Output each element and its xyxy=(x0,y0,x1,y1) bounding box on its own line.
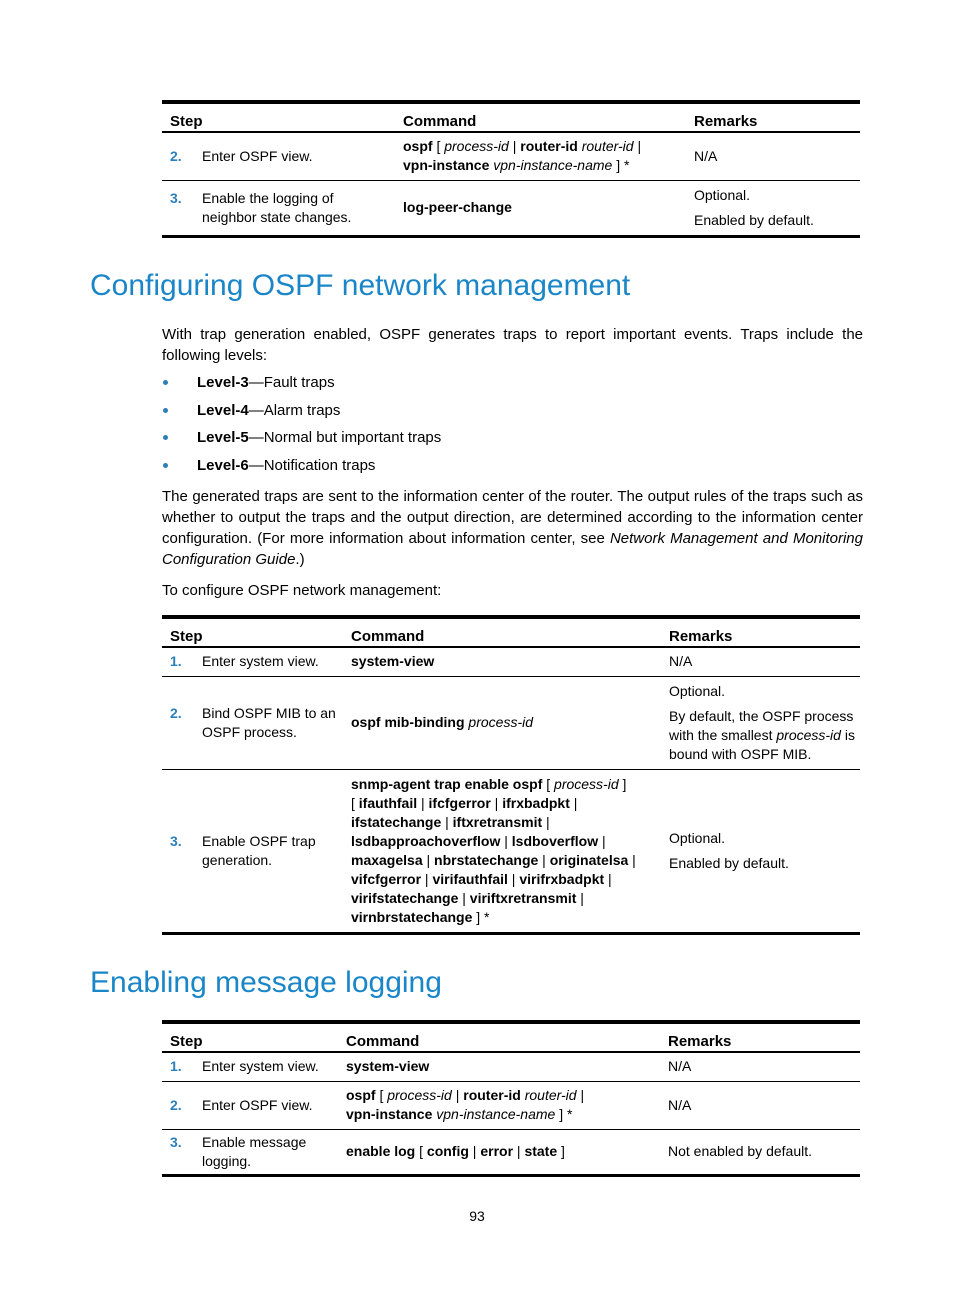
step-text: Bind OSPF MIB to an OSPF process. xyxy=(202,704,336,740)
step-text: Enable message logging. xyxy=(202,1133,307,1169)
bullet-icon xyxy=(163,408,168,413)
syntax-text: | xyxy=(468,1143,481,1159)
syntax-text: ] * xyxy=(612,157,630,174)
step-cell xyxy=(162,132,395,180)
command-cell xyxy=(338,1081,660,1129)
keyword: ifauthfail xyxy=(358,794,418,811)
command-cell xyxy=(338,1129,660,1175)
syntax-text: | xyxy=(628,851,636,868)
syntax-text: | xyxy=(451,1087,464,1103)
remarks-cell xyxy=(661,676,860,769)
syntax-text: [ xyxy=(351,794,359,811)
header-command: Command xyxy=(346,1033,420,1050)
step-cell xyxy=(162,676,343,769)
keyword: system-view xyxy=(351,653,435,670)
remark-line: Not enabled by default. xyxy=(668,1143,812,1159)
table-ospf-view-logging xyxy=(162,100,860,238)
trap-level-list xyxy=(162,369,441,479)
step-cell xyxy=(162,769,343,933)
header-step: Step xyxy=(170,628,203,645)
table-row xyxy=(162,132,860,180)
step-cell xyxy=(162,1081,338,1129)
syntax-text: By default, the OSPF process with the smallest xyxy=(669,707,854,743)
list-item xyxy=(162,369,441,397)
syntax-text: is bound with OSPF MIB. xyxy=(669,726,855,762)
argument: process-id xyxy=(468,714,534,730)
table-ospf-network-management xyxy=(162,615,860,935)
table-header-row xyxy=(162,617,860,647)
remarks-cell xyxy=(661,647,860,676)
syntax-text: | xyxy=(542,813,550,830)
keyword: virifstatechange xyxy=(351,889,459,906)
bullet-icon xyxy=(163,435,168,440)
section-title-network-management: Configuring OSPF network management xyxy=(90,269,631,302)
command-cell xyxy=(343,676,661,769)
keyword: ifcfgerror xyxy=(428,794,491,811)
keyword: vpn-instance xyxy=(403,157,490,174)
remarks-cell xyxy=(686,180,860,236)
step-number: 3. xyxy=(170,832,182,849)
remark-line: N/A xyxy=(668,1058,692,1075)
step-number: 3. xyxy=(170,189,182,206)
syntax-text: | xyxy=(508,138,521,155)
remarks-cell xyxy=(686,132,860,180)
remark-line xyxy=(669,707,860,764)
bullet-icon xyxy=(163,380,168,385)
step-number: 2. xyxy=(170,1096,182,1113)
list-item xyxy=(162,424,441,452)
syntax-text: | xyxy=(421,870,433,887)
header-command: Command xyxy=(351,628,425,645)
level-name: Level-6 xyxy=(197,456,249,474)
keyword: lsdboverflow xyxy=(511,832,599,849)
section-title-message-logging: Enabling message logging xyxy=(90,966,442,999)
remarks-cell xyxy=(661,769,860,933)
step-number: 2. xyxy=(170,147,182,164)
guide-reference: Network Management and Monitoring Configuration Guide xyxy=(162,530,863,568)
syntax-text: | xyxy=(490,794,503,811)
table-header-row xyxy=(162,102,860,132)
traps-output-paragraph xyxy=(162,486,863,570)
syntax-text: ] xyxy=(557,1143,565,1159)
remark-line xyxy=(669,682,860,701)
list-item xyxy=(162,397,441,425)
keyword: system-view xyxy=(346,1058,430,1075)
keyword: state xyxy=(524,1143,558,1159)
keyword: enable log xyxy=(346,1143,416,1159)
keyword: virnbrstatechange xyxy=(351,908,473,925)
paragraph-text: The generated traps are sent to the information center of the router. The output rules of the traps such as whether to output the traps and the output direction, are determined according to the information center configuration. (For more information about information center, see xyxy=(162,488,863,547)
step-number: 1. xyxy=(170,1058,182,1075)
command-cell xyxy=(343,647,661,676)
table-header-row xyxy=(162,1022,860,1052)
level-desc: —Alarm traps xyxy=(248,401,341,419)
keyword: ospf xyxy=(403,138,433,155)
keyword: nbrstatechange xyxy=(434,851,539,868)
syntax-text: [ xyxy=(542,775,555,792)
header-remarks: Remarks xyxy=(669,628,733,645)
remarks-cell xyxy=(660,1081,860,1129)
level-desc: —Notification traps xyxy=(248,456,376,474)
header-remarks: Remarks xyxy=(668,1033,732,1050)
syntax-text: | xyxy=(441,813,453,830)
keyword: log-peer-change xyxy=(403,199,512,215)
syntax-text: | xyxy=(500,832,512,849)
table-row xyxy=(162,647,860,676)
keyword: vpn-instance xyxy=(346,1106,433,1122)
level-name: Level-5 xyxy=(197,429,249,446)
page-number: 93 xyxy=(469,1208,485,1224)
remark-line: Optional. xyxy=(669,829,726,846)
level-name: Level-4 xyxy=(197,401,249,419)
remark-line: N/A xyxy=(669,653,693,670)
keyword: ifrxbadpkt xyxy=(502,794,570,811)
intro-paragraph: With trap generation enabled, OSPF generates traps to report important events. Traps include the following levels: xyxy=(162,326,863,364)
remark-line: Enabled by default. xyxy=(694,211,814,228)
syntax-text: | xyxy=(598,832,606,849)
syntax-text: | xyxy=(604,870,612,887)
argument: vpn-instance-name xyxy=(436,1106,556,1122)
level-name: Level-3 xyxy=(197,374,249,391)
step-cell xyxy=(162,647,343,676)
command-cell xyxy=(338,1052,660,1081)
bullet-icon xyxy=(163,463,168,468)
argument: router-id xyxy=(581,138,634,155)
syntax-text: | xyxy=(458,889,470,906)
command-cell xyxy=(343,769,661,933)
remark-line: Enabled by default. xyxy=(669,854,789,871)
remark-line: N/A xyxy=(694,147,718,164)
list-item xyxy=(162,452,441,480)
table-row xyxy=(162,676,860,769)
remarks-cell xyxy=(660,1129,860,1175)
command-cell xyxy=(395,180,686,236)
syntax-text: [ xyxy=(415,1143,427,1159)
keyword: virifrxbadpkt xyxy=(519,870,605,887)
syntax-text: | xyxy=(538,851,550,868)
keyword: ospf xyxy=(346,1087,376,1103)
level-desc: —Fault traps xyxy=(248,374,335,391)
step-number: 2. xyxy=(170,704,182,721)
keyword: originatelsa xyxy=(549,851,629,868)
syntax-text: | xyxy=(507,870,520,887)
syntax-text: | xyxy=(569,794,578,811)
argument: process-id xyxy=(387,1087,452,1103)
step-text: Enter system view. xyxy=(202,1058,319,1075)
level-desc: —Normal but important traps xyxy=(248,429,442,446)
argument: router-id xyxy=(524,1087,577,1103)
keyword: ifstatechange xyxy=(351,813,442,830)
syntax-text: ] * xyxy=(555,1106,573,1122)
table-row xyxy=(162,769,860,933)
table-message-logging xyxy=(162,1020,860,1177)
procedure-intro: To configure OSPF network management: xyxy=(162,582,442,599)
step-text: Enter OSPF view. xyxy=(202,147,313,164)
argument: vpn-instance-name xyxy=(493,157,613,174)
step-cell xyxy=(162,180,395,236)
step-text: Enter OSPF view. xyxy=(202,1096,313,1113)
syntax-text: ] xyxy=(618,775,627,792)
keyword: error xyxy=(480,1143,514,1159)
step-text: Enable OSPF trap generation. xyxy=(202,832,316,868)
header-step: Step xyxy=(170,113,203,130)
step-cell xyxy=(162,1052,338,1081)
syntax-text: | xyxy=(576,889,584,906)
remark-line: Optional. xyxy=(694,186,751,203)
table-row xyxy=(162,1081,860,1129)
keyword: ospf mib-binding xyxy=(351,714,465,730)
keyword: viriftxretransmit xyxy=(469,889,577,906)
syntax-text: [ xyxy=(432,138,445,155)
keyword: virifauthfail xyxy=(432,870,508,887)
remarks-cell xyxy=(660,1052,860,1081)
remark-line: N/A xyxy=(668,1096,692,1113)
keyword: lsdbapproachoverflow xyxy=(351,832,501,849)
step-number: 1. xyxy=(170,653,182,670)
table-row xyxy=(162,180,860,236)
syntax-text: | xyxy=(417,794,429,811)
keyword: iftxretransmit xyxy=(452,813,543,830)
table-row xyxy=(162,1052,860,1081)
syntax-text: [ xyxy=(375,1087,388,1103)
paragraph-text-end: .) xyxy=(295,551,305,568)
table-row xyxy=(162,1129,860,1175)
keyword: snmp-agent trap enable ospf xyxy=(351,775,543,792)
keyword: router-id xyxy=(463,1087,521,1103)
keyword: router-id xyxy=(520,138,578,155)
keyword: maxagelsa xyxy=(351,851,423,868)
header-command: Command xyxy=(403,113,477,130)
argument: process-id xyxy=(776,726,841,743)
header-remarks: Remarks xyxy=(694,113,758,130)
command-cell xyxy=(395,132,686,180)
step-number: 3. xyxy=(170,1133,182,1150)
syntax-text: | xyxy=(422,851,435,868)
step-text: Enable the logging of neighbor state changes. xyxy=(202,189,352,225)
syntax-text: | xyxy=(633,138,642,155)
keyword: config xyxy=(426,1143,469,1159)
argument: process-id xyxy=(554,775,619,792)
step-text: Enter system view. xyxy=(202,653,319,670)
argument: process-id xyxy=(444,138,509,155)
syntax-text: ] * xyxy=(472,908,490,925)
keyword: vifcfgerror xyxy=(351,870,422,887)
header-step: Step xyxy=(170,1033,203,1050)
step-cell xyxy=(162,1129,338,1175)
syntax-text: | xyxy=(513,1143,525,1159)
syntax-text: | xyxy=(576,1087,585,1103)
syntax-text: Optional. xyxy=(669,682,726,699)
